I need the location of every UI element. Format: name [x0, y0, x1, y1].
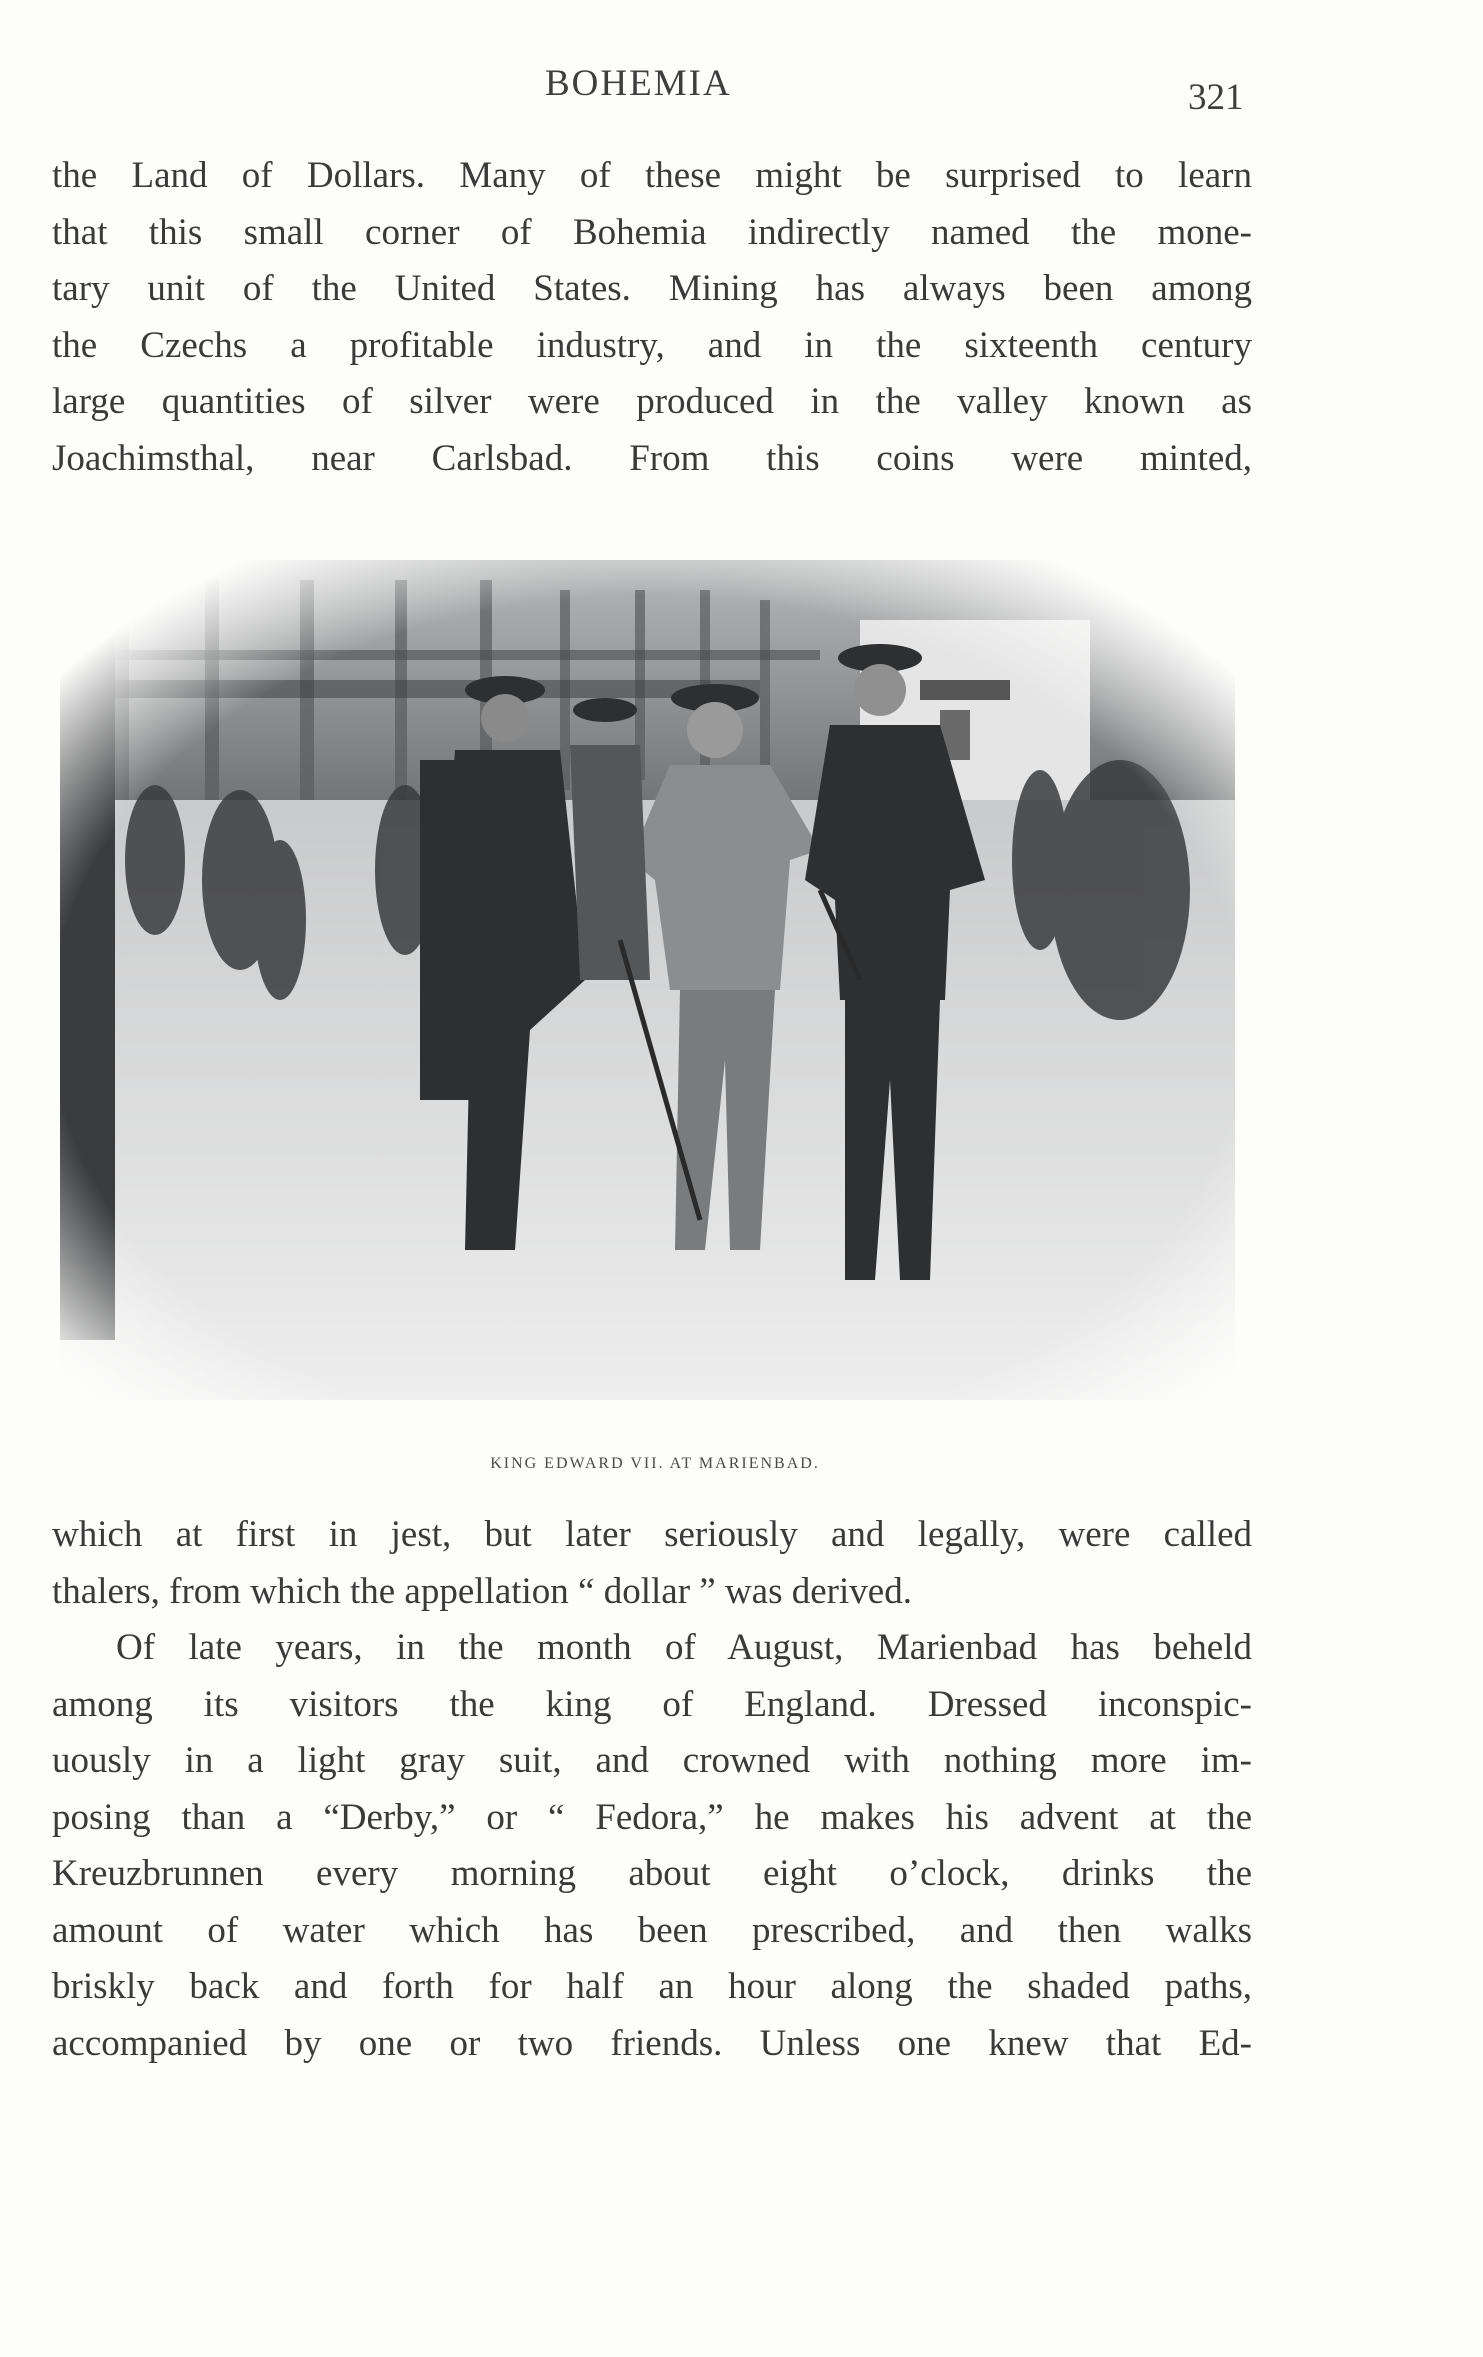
text-line: Joachimsthal, near Carlsbad. From this coins were minted,	[52, 437, 1252, 479]
running-head: BOHEMIA	[545, 63, 732, 104]
text-line: Of late years, in the month of August, Marienbad has beheld	[116, 1627, 1252, 1668]
text-line: Kreuzbrunnen every morning about eight o’clock, drinks the	[52, 1853, 1252, 1894]
text-line: the Czechs a profitable industry, and in the sixteenth century	[52, 324, 1252, 366]
text-line: tary unit of the United States. Mining has always been among	[52, 268, 1252, 309]
paragraph-2	[52, 1507, 1252, 1620]
text-line: thalers, from which the appellation “ dollar ” was derived.	[52, 1570, 912, 1612]
photograph-figure	[60, 560, 1235, 1400]
paragraph-3	[52, 1620, 1252, 2072]
paragraph-1	[52, 148, 1252, 487]
text-line: that this small corner of Bohemia indirectly named the mone-	[52, 211, 1252, 253]
text-line: which at first in jest, but later seriously and legally, were called	[52, 1514, 1252, 1555]
page-number: 321	[1188, 77, 1244, 118]
text-line: posing than a “Derby,” or “ Fedora,” he makes his advent at the	[52, 1796, 1252, 1838]
text-line: briskly back and forth for half an hour along the shaded paths,	[52, 1966, 1252, 2007]
text-line: uously in a light gray suit, and crowned with nothing more im-	[52, 1740, 1252, 1781]
figure-caption: KING EDWARD VII. AT MARIENBAD.	[490, 1455, 820, 1472]
photograph	[60, 560, 1235, 1400]
text-line: amount of water which has been prescribed, and then walks	[52, 1909, 1252, 1951]
text-line: accompanied by one or two friends. Unless one knew that Ed-	[52, 2022, 1252, 2064]
text-line: large quantities of silver were produced in the valley known as	[52, 381, 1252, 422]
text-line: the Land of Dollars. Many of these might be surprised to learn	[52, 155, 1252, 196]
text-line: among its visitors the king of England. Dressed inconspic-	[52, 1683, 1252, 1725]
